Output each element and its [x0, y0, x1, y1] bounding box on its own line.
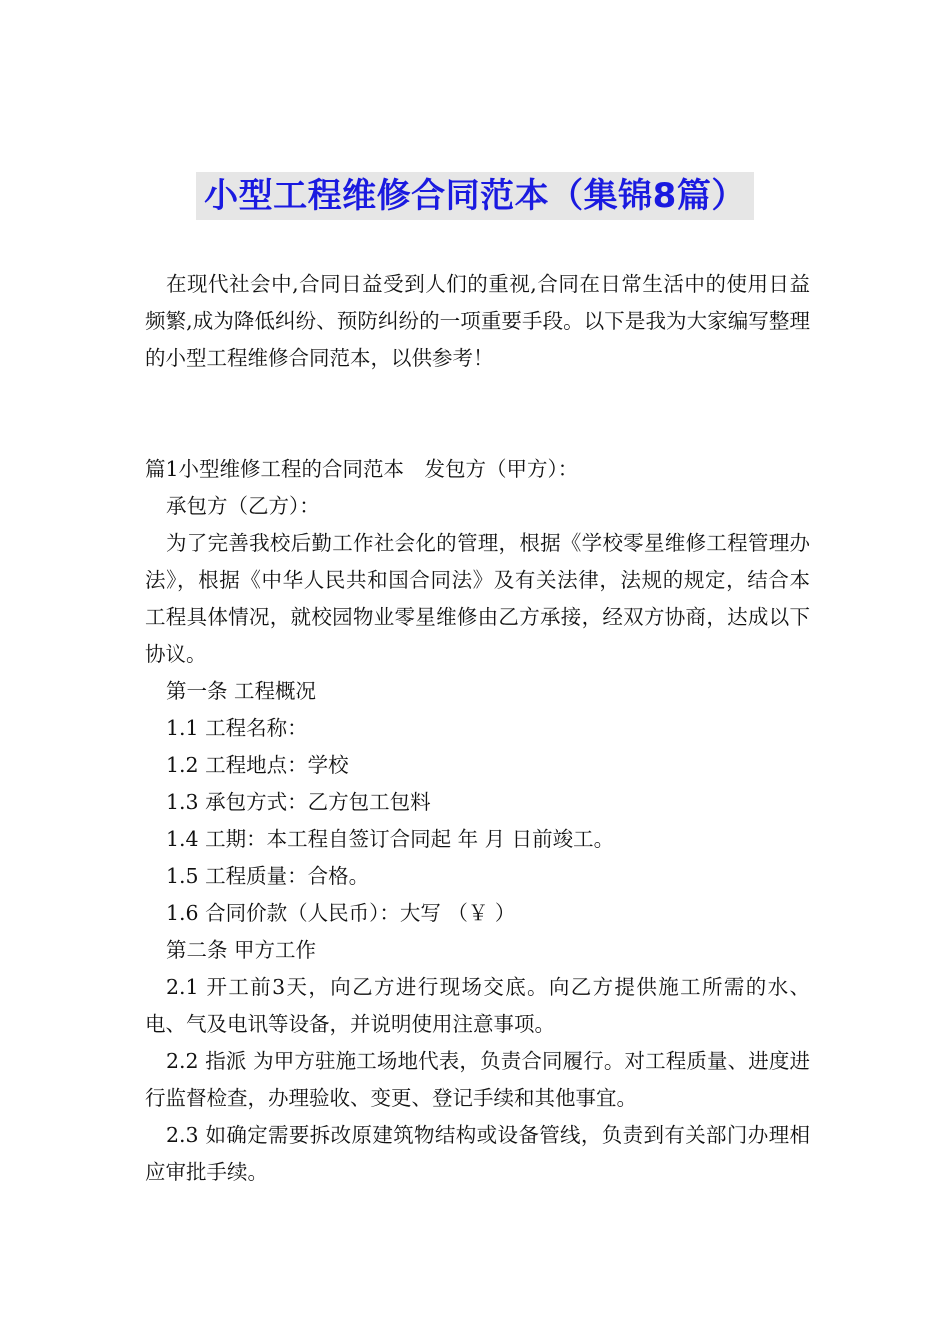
document-title: 小型工程维修合同范本（集锦8篇）	[196, 172, 754, 220]
section-heading: 篇1小型维修工程的合同范本 发包方（甲方）：	[145, 457, 579, 481]
clause-1-2: 1.2 工程地点：学校	[166, 753, 349, 777]
clause-2-1: 2.1 开工前3天，向乙方进行现场交底。向乙方提供施工所需的水、电、气及电讯等设备，并说明使用注意事项。	[145, 975, 810, 1036]
article-2-title: 第二条 甲方工作	[166, 938, 317, 962]
clause-2-2: 2.2 指派 为甲方驻施工场地代表，负责合同履行。对工程质量、进度进行监督检查，办理验收、变更、登记手续和其他事宜。	[145, 1049, 810, 1110]
document-body	[145, 266, 810, 1191]
title-wrapper	[0, 172, 950, 220]
clause-2-3: 2.3 如确定需要拆改原建筑物结构或设备管线，负责到有关部门办理相应审批手续。	[145, 1123, 810, 1184]
clause-1-5: 1.5 工程质量：合格。	[166, 864, 370, 888]
clause-1-1: 1.1 工程名称：	[166, 716, 308, 740]
clause-1-6: 1.6 合同价款（人民币）：大写 （￥ ）	[166, 901, 516, 925]
party-b-line: 承包方（乙方）：	[166, 494, 320, 518]
spacer	[145, 377, 810, 451]
clause-1-3: 1.3 承包方式：乙方包工包料	[166, 790, 431, 814]
preamble-paragraph: 为了完善我校后勤工作社会化的管理，根据《学校零星维修工程管理办法》，根据《中华人民共和国合同法》及有关法律，法规的规定，结合本工程具体情况，就校园物业零星维修由乙方承接，经双方协商，达成以下协议。	[145, 531, 810, 666]
article-1-title: 第一条 工程概况	[166, 679, 317, 703]
intro-paragraph: 在现代社会中,合同日益受到人们的重视,合同在日常生活中的使用日益频繁,成为降低纠纷、预防纠纷的一项重要手段。以下是我为大家编写整理的小型工程维修合同范本，以供参考！	[145, 272, 810, 370]
clause-1-4: 1.4 工期：本工程自签订合同起 年 月 日前竣工。	[166, 827, 615, 851]
